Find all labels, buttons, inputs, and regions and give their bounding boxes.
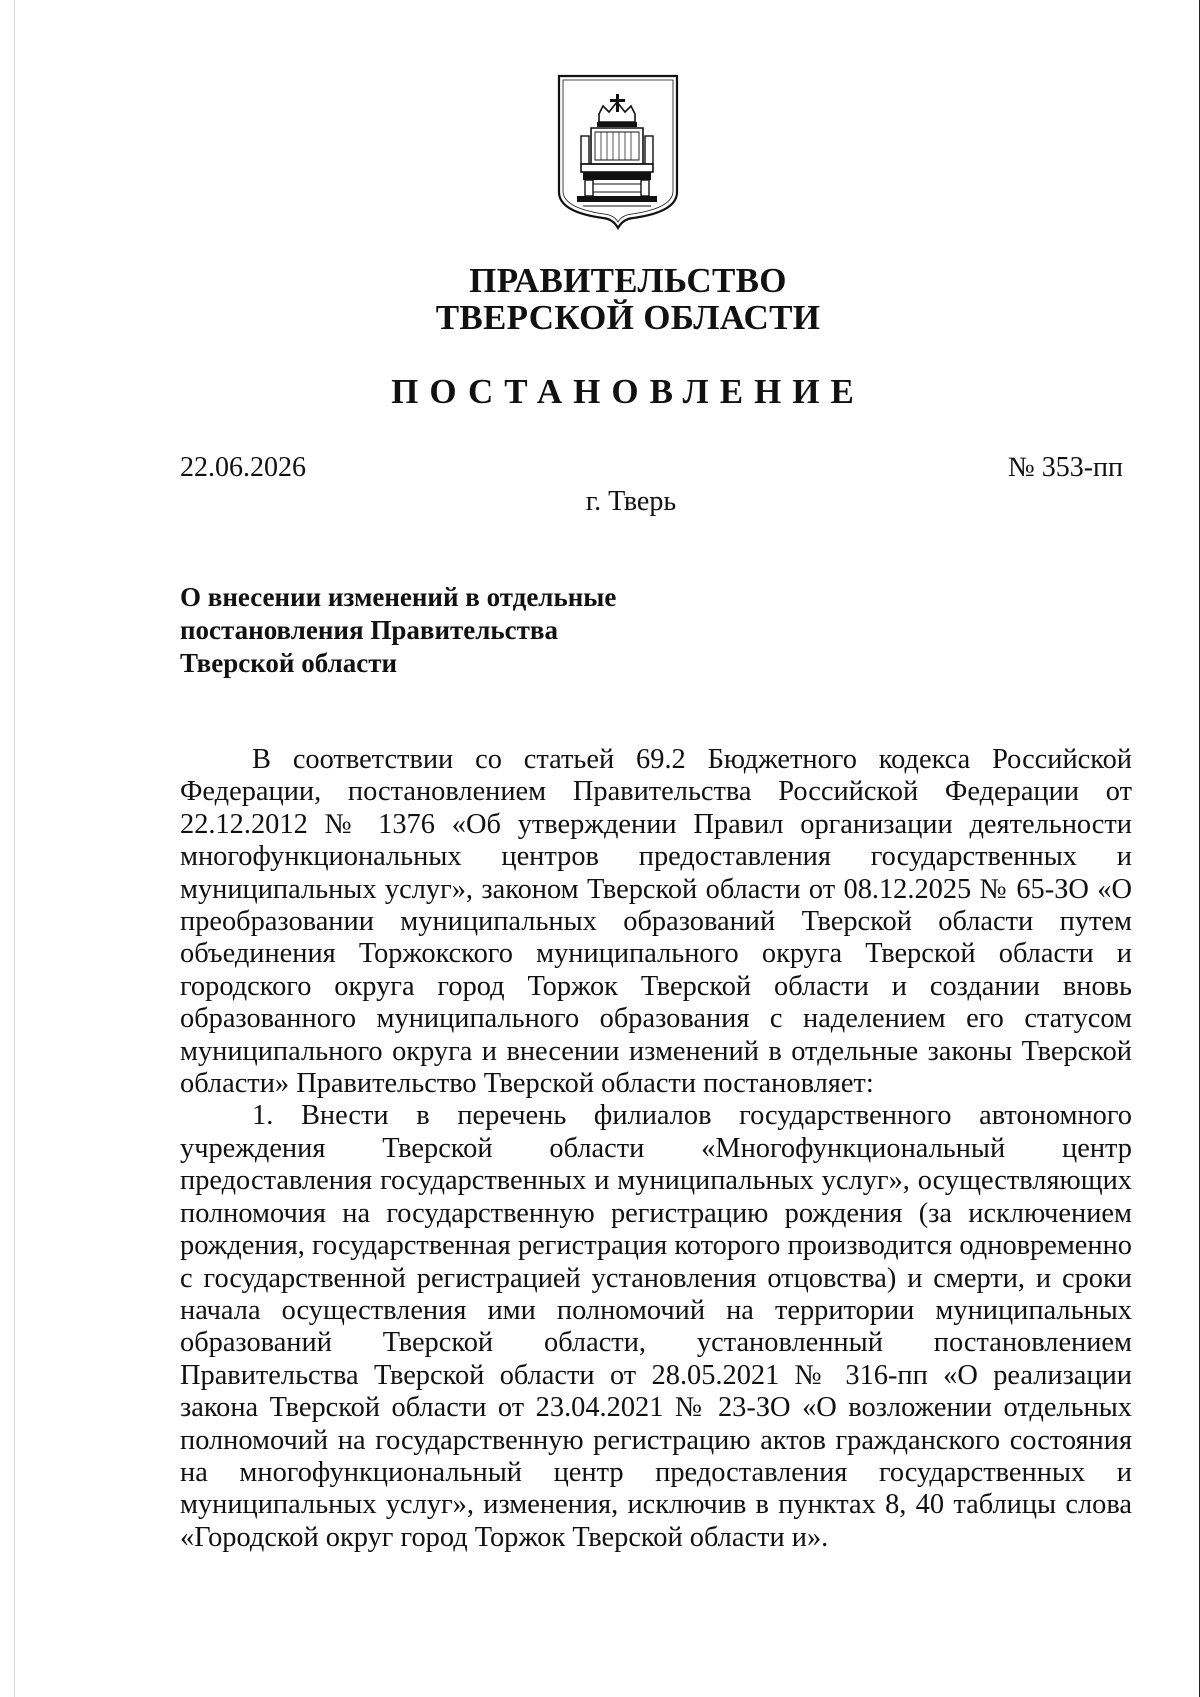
- document-city: г. Тверь: [585, 486, 677, 517]
- subject-line-3: Тверской области: [180, 648, 398, 678]
- document-date: 22.06.2026: [180, 452, 306, 483]
- subject-line-1: О внесении изменений в отдельные: [180, 582, 617, 612]
- subject-line-2: постановления Правительства: [180, 615, 558, 645]
- coat-of-arms-icon: [553, 72, 683, 230]
- document-number: № 353-пп: [1007, 452, 1123, 483]
- document-body: [180, 744, 1132, 1554]
- document-subject: [180, 581, 616, 680]
- organization-line-1: ПРАВИТЕЛЬСТВО: [469, 261, 787, 300]
- organization-line-2: ТВЕРСКОЙ ОБЛАСТИ: [435, 298, 821, 337]
- body-paragraph-item-1: 1. Внести в перечень филиалов государственного автономного учреждения Тверской области «Многофункциональный центр предоставления государственных и муниципальных услуг», осуществляющих полномочия на государственную регистрацию рождения (за исключением рождения, государственная регистрация которого производится одновременно с государственной регистрацией установления отцовства) и смерти, и сроки начала осуществления ими полномочий на территории муниципальных образований Тверской области, установленный постановлением Правительства Тверской области от 28.05.2021 № 316-пп «О реализации закона Тверской области от 23.04.2021 № 23-ЗО «О возложении отдельных полномочий на государственную регистрацию актов гражданского состояния на многофункциональный центр предоставления государственных и муниципальных услуг», изменения, исключив в пунктах 8, 40 таблицы слова «Городской округ город Торжок Тверской области и».: [180, 1100, 1132, 1553]
- organization-title: [0, 262, 1200, 336]
- scan-edge-left: [14, 0, 15, 1697]
- body-paragraph-preamble: В соответствии со статьей 69.2 Бюджетного кодекса Российской Федерации, постановлением Правительства Российской Федерации от 22.12.2012 № 1376 «Об утверждении Правил организации деятельности многофункциональных центров предоставления государственных и муниципальных услуг», законом Тверской области от 08.12.2025 № 65-ЗО «О преобразовании муниципальных образований Тверской области путем объединения Торжокского муниципального округа Тверской области и городского округа город Торжок Тверской области и создании вновь образованного муниципального образования с наделением его статусом муниципального округа и внесении изменений в отдельные законы Тверской области» Правительство Тверской области постановляет:: [180, 744, 1132, 1100]
- document-type: ПОСТАНОВЛЕНИЕ: [391, 372, 865, 411]
